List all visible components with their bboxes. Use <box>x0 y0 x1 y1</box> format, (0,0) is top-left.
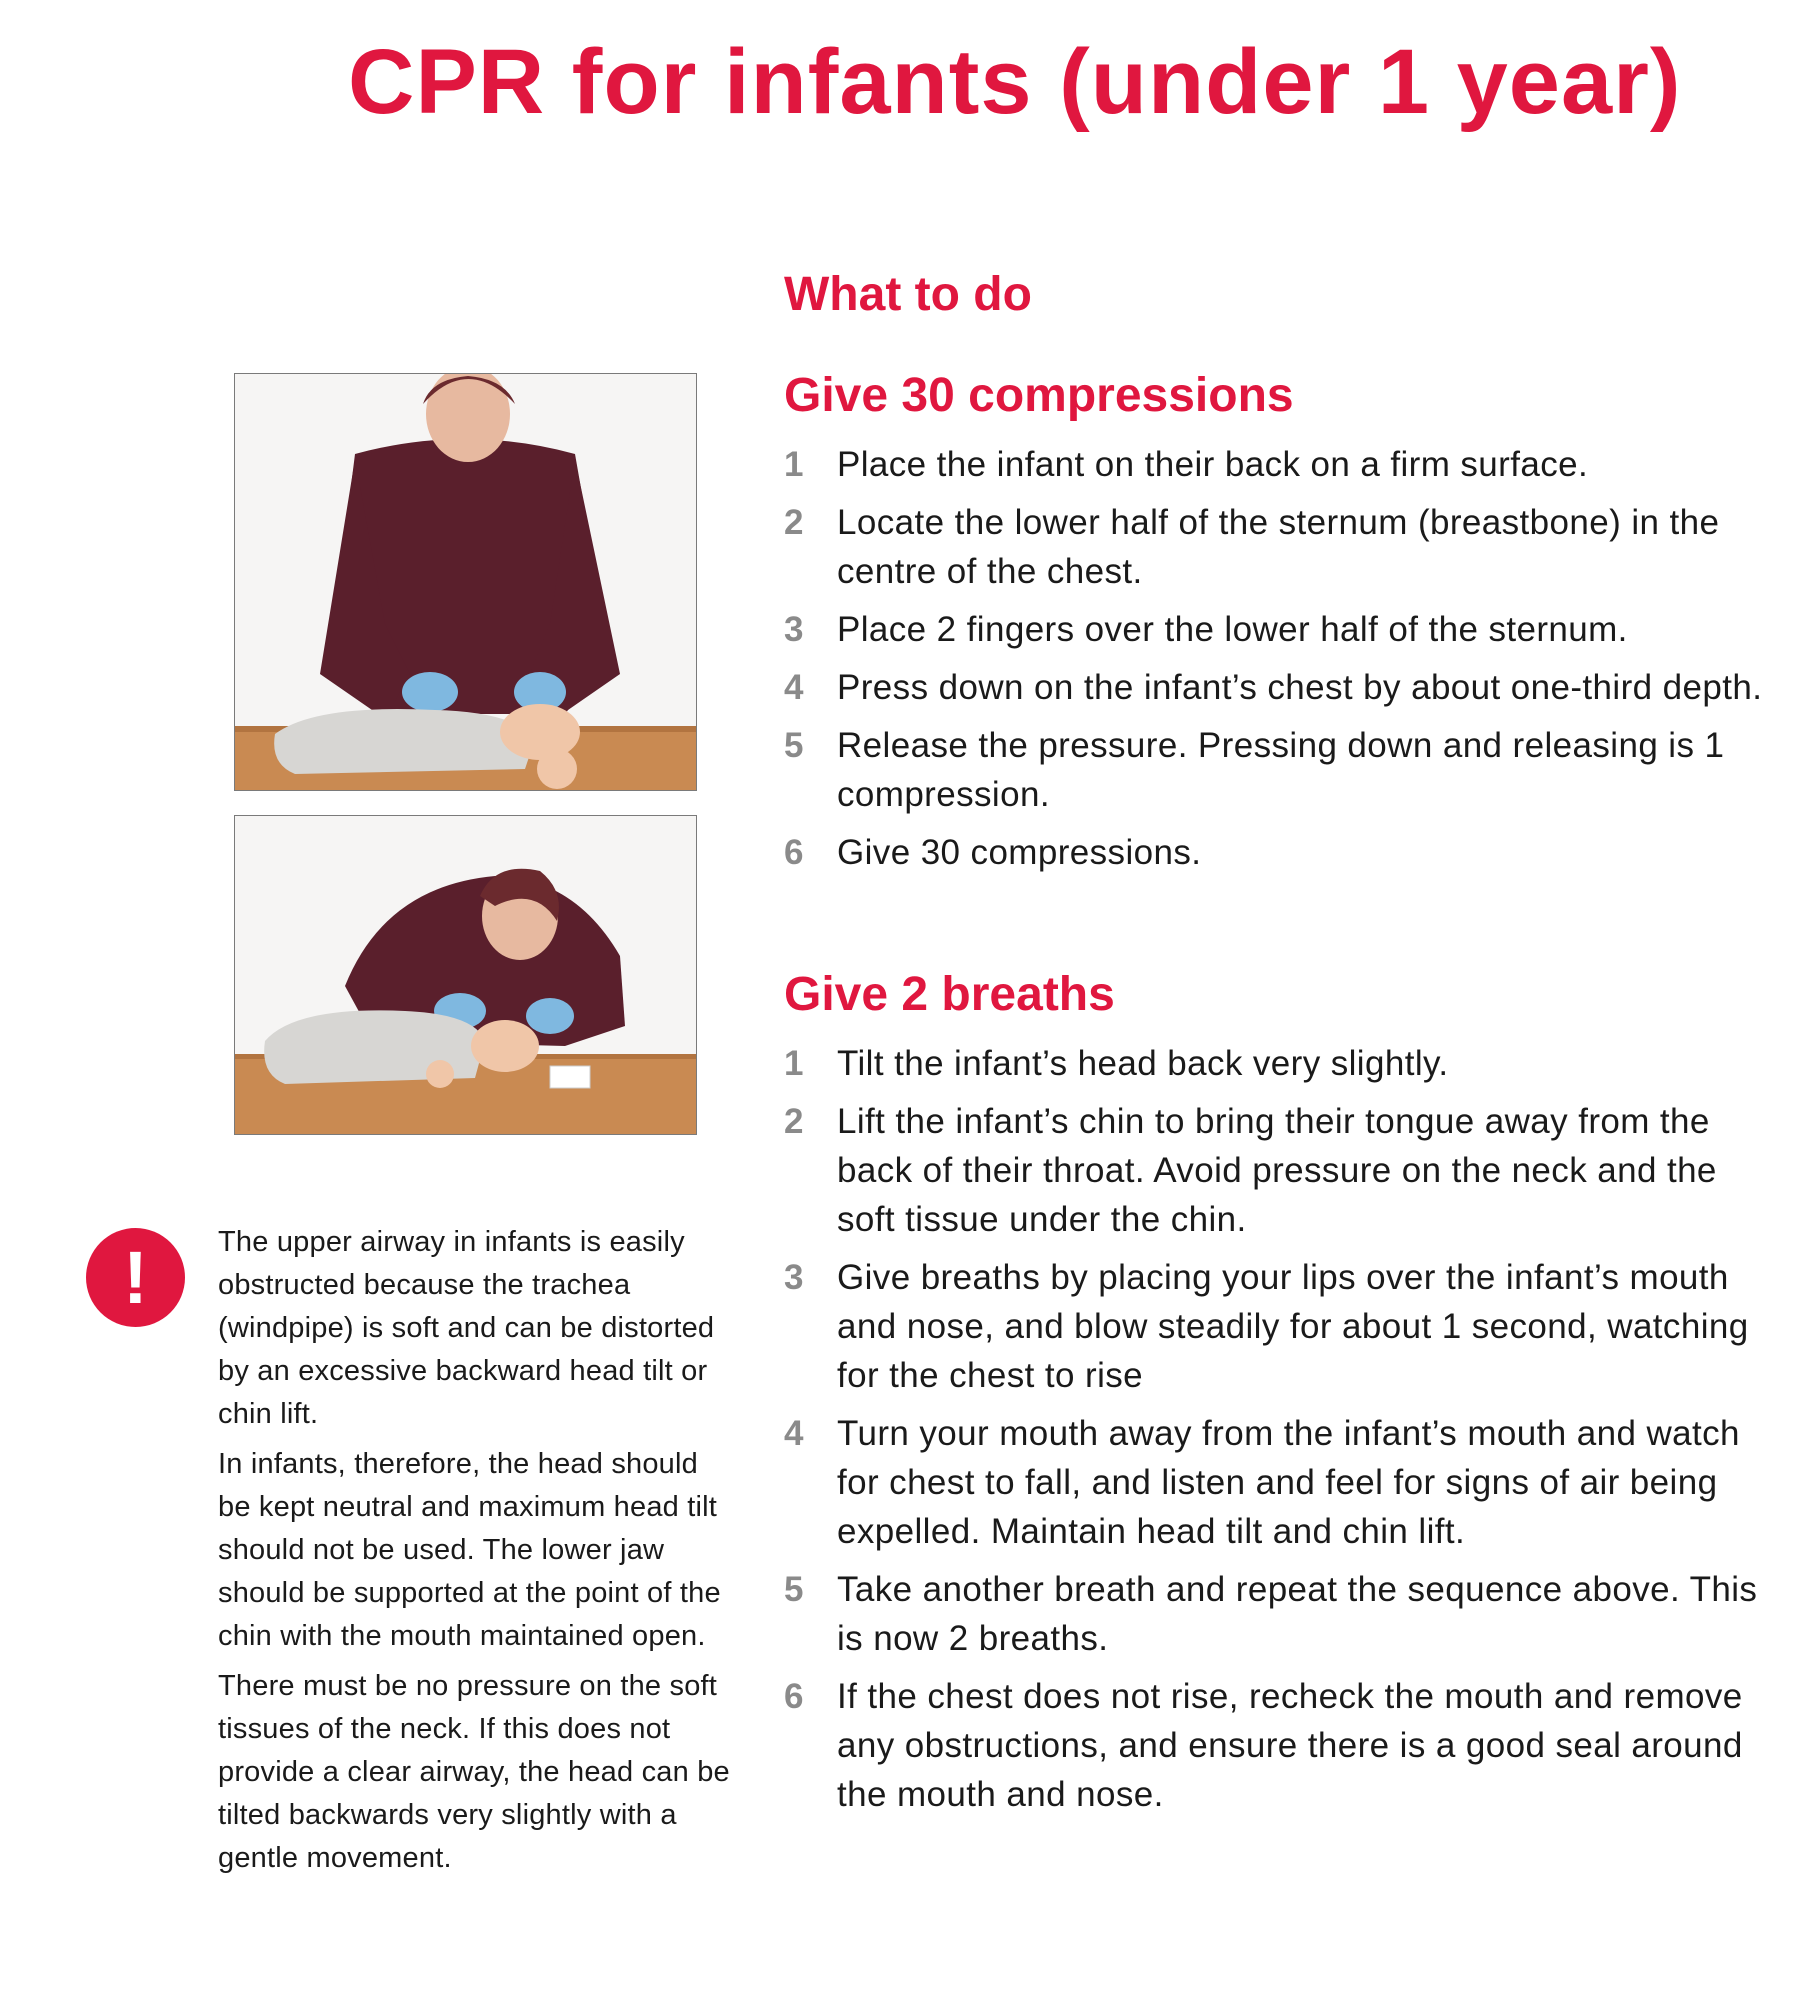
step-number: 1 <box>784 445 804 484</box>
step-number: 4 <box>784 668 804 707</box>
list-item <box>784 1672 1784 1819</box>
step-number: 6 <box>784 833 804 872</box>
page-title: CPR for infants (under 1 year) <box>348 31 1682 133</box>
note-paragraph: In infants, therefore, the head should be kept neutral and maximum head tilt should not be used. The lower jaw should be supported at the point of the chin with the mouth maintained open. <box>218 1448 721 1652</box>
step-text: Press down on the infant’s chest by about one-third depth. <box>837 668 1763 707</box>
step-text: Release the pressure. Pressing down and releasing is 1 compression. <box>837 726 1725 814</box>
step-text: Locate the lower half of the sternum (breastbone) in the centre of the chest. <box>837 503 1720 591</box>
list-item <box>784 440 1784 489</box>
list-item <box>784 1253 1784 1400</box>
airway-note <box>218 1221 738 1887</box>
step-text: Give 30 compressions. <box>837 833 1202 872</box>
step-text: Lift the infant’s chin to bring their tongue away from the back of their throat. Avoid pressure on the neck and the soft tissue under the chin. <box>837 1102 1717 1239</box>
step-number: 6 <box>784 1677 804 1716</box>
compressions-heading: Give 30 compressions <box>784 369 1294 422</box>
list-item <box>784 1097 1784 1244</box>
step-text: Turn your mouth away from the infant’s mouth and watch for chest to fall, and listen and feel for signs of air being expelled. Maintain head tilt and chin lift. <box>837 1414 1740 1551</box>
compressions-photo <box>234 373 697 791</box>
step-text: Tilt the infant’s head back very slightly. <box>837 1044 1449 1083</box>
step-number: 5 <box>784 1570 804 1609</box>
list-item <box>784 828 1784 877</box>
step-number: 3 <box>784 1258 804 1297</box>
list-item <box>784 1565 1784 1663</box>
step-number: 3 <box>784 610 804 649</box>
step-text: If the chest does not rise, recheck the mouth and remove any obstructions, and ensure there is a good seal around the mouth and nose. <box>837 1677 1743 1814</box>
step-text: Take another breath and repeat the sequence above. This is now 2 breaths. <box>837 1570 1758 1658</box>
step-number: 5 <box>784 726 804 765</box>
exclamation-glyph: ! <box>123 1235 148 1319</box>
list-item <box>784 1039 1784 1088</box>
step-text: Give breaths by placing your lips over the infant’s mouth and nose, and blow steadily for about 1 second, watching for the chest to rise <box>837 1258 1749 1395</box>
step-number: 2 <box>784 503 804 542</box>
list-item <box>784 663 1784 712</box>
compressions-steps <box>784 440 1784 886</box>
list-item <box>784 1409 1784 1556</box>
note-paragraph: The upper airway in infants is easily obstructed because the trachea (windpipe) is soft and can be distorted by an excessive backward head tilt or chin lift. <box>218 1226 715 1430</box>
what-to-do-heading: What to do <box>784 268 1032 321</box>
step-text: Place the infant on their back on a firm surface. <box>837 445 1589 484</box>
step-number: 2 <box>784 1102 804 1141</box>
exclamation-icon <box>86 1228 185 1327</box>
breaths-photo <box>234 815 697 1135</box>
list-item <box>784 498 1784 596</box>
breaths-heading: Give 2 breaths <box>784 968 1115 1021</box>
step-number: 4 <box>784 1414 804 1453</box>
list-item <box>784 605 1784 654</box>
step-text: Place 2 fingers over the lower half of the sternum. <box>837 610 1628 649</box>
breaths-steps <box>784 1039 1784 1828</box>
step-number: 1 <box>784 1044 804 1083</box>
note-paragraph: There must be no pressure on the soft tissues of the neck. If this does not provide a clear airway, the head can be tilted backwards very slightly with a gentle movement. <box>218 1670 730 1874</box>
list-item <box>784 721 1784 819</box>
